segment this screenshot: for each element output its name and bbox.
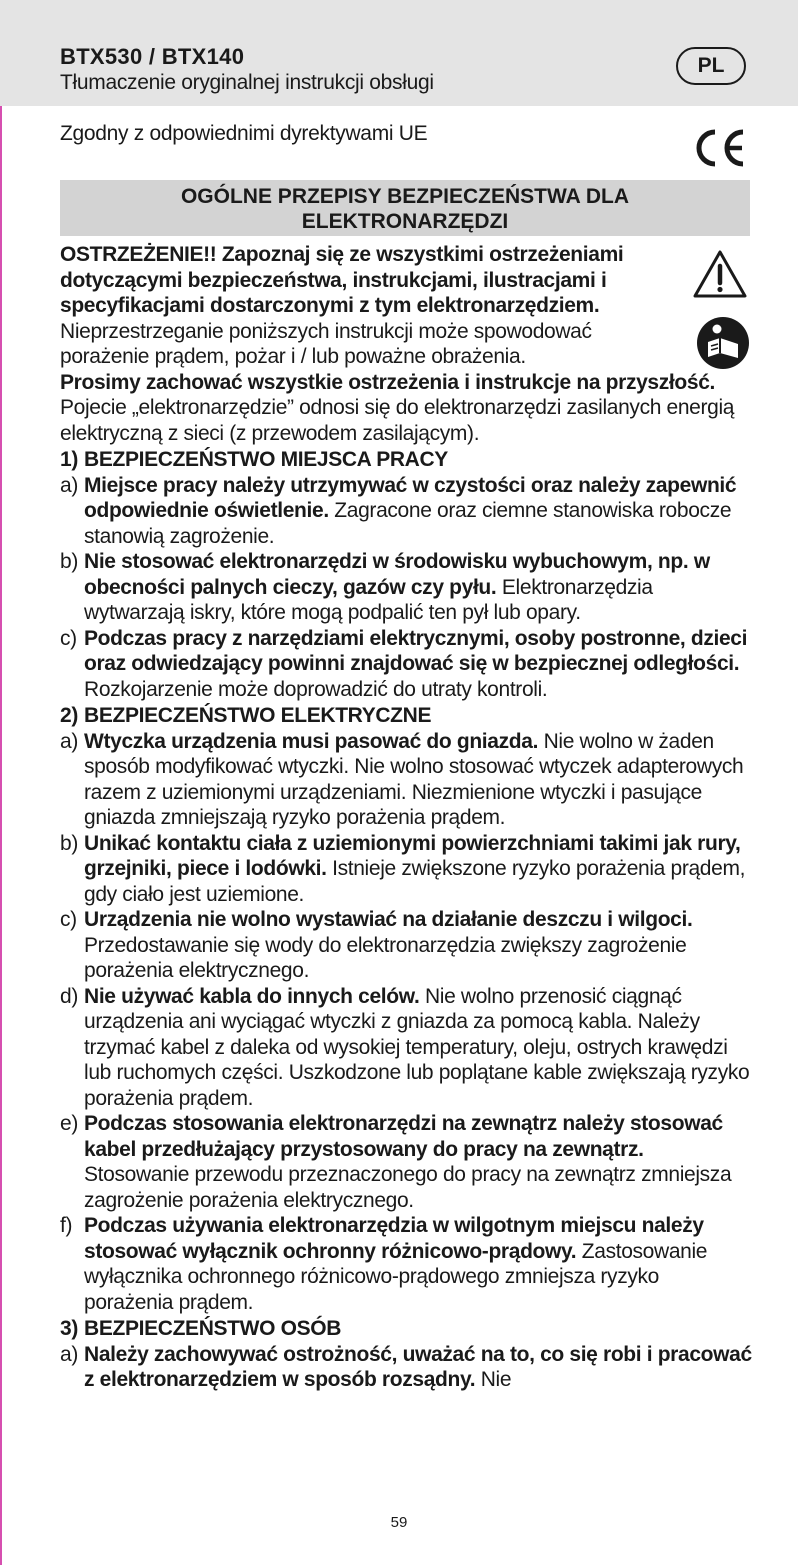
section-title-bar — [60, 180, 750, 236]
warning-text: Nieprzestrzeganie poniższych instrukcji może spowodować porażenie prądem, pożar i / lub poważne obrażenia. — [60, 319, 592, 368]
document-body — [60, 242, 752, 1393]
section-heading: 1) BEZPIECZEŃSTWO MIEJSCA PRACY — [60, 448, 448, 471]
header-band — [0, 0, 798, 106]
definition-text: Pojecie „elektronarzędzie” odnosi się do elektronarzędzi zasilanych energią elektryczną z sieci (z przewodem zasilającym). — [60, 396, 735, 445]
section-title-line1: OGÓLNE PRZEPISY BEZPIECZEŃSTWA DLA — [180, 185, 630, 208]
ce-mark-icon — [690, 128, 746, 168]
section-heading: 3) BEZPIECZEŃSTWO OSÓB — [60, 1317, 342, 1340]
intro-warning — [60, 242, 680, 370]
list-item: e) Podczas stosowania elektronarzędzi na zewnątrz należy stosować kabel przedłużający przystosowany do pracy na zewnątrz. Stosowanie przewodu przeznaczonego do pracy na zewnątrz zmniejsza zagrożenie porażenia elektrycznego. — [60, 1112, 732, 1212]
section-heading: 2) BEZPIECZEŃSTWO ELEKTRYCZNE — [60, 704, 432, 727]
list-item: c) Podczas pracy z narzędziami elektrycznymi, osoby postronne, dzieci oraz odwiedzający powinni znajdować się w bezpiecznej odległości. Rozkojarzenie może doprowadzić do utraty kontroli. — [60, 626, 748, 701]
page-edge-marker — [0, 0, 2, 1565]
manual-subtitle: Tłumaczenie oryginalnej instrukcji obsługi — [60, 71, 434, 94]
conformity-statement: Zgodny z odpowiednimi dyrektywami UE — [60, 122, 428, 145]
list-item: a) Wtyczka urządzenia musi pasować do gniazda. Nie wolno w żaden sposób modyfikować wtyczki. Nie wolno stosować wtyczek adapterowych razem z uziemionymi urządzeniami. Niezmienione wtyczki i pasujące gniazda zmniejszają ryzyko porażenia prądem. — [60, 729, 744, 829]
list-item: b) Nie stosować elektronarzędzi w środowisku wybuchowym, np. w obecności palnych cieczy, gazów czy pyłu. Elektronarzędzia wytwarzają iskry, które mogą podpalić ten pył lub opary. — [60, 550, 710, 624]
keep-instructions: Prosimy zachować wszystkie ostrzeżenia i instrukcje na przyszłość. — [60, 370, 716, 394]
warning-bold: OSTRZEŻENIE!! Zapoznaj się ze wszystkimi ostrzeżeniami dotyczącymi bezpieczeństwa, instrukcjami, ilustracjami i specyfikacjami dostarczonymi z tym elektronarzędziem. — [60, 243, 624, 317]
list-item: b) Unikać kontaktu ciała z uziemionymi powierzchniami takimi jak rury, grzejniki, piece i lodówki. Istnieje zwiększone ryzyko porażenia prądem, gdy ciało jest uziemione. — [60, 831, 746, 906]
list-item: a) Należy zachowywać ostrożność, uważać na to, co się robi i pracować z elektronarzędziem w sposób rozsądny. Nie — [60, 1342, 752, 1391]
list-item: d) Nie używać kabla do innych celów. Nie wolno przenosić ciągnąć urządzenia ani wyciągać wtyczki z gniazda za pomocą kabla. Należy trzymać kabel z daleka od wysokiej temperatury, oleju, ostrych krawędzi lub ruchomych części. Uszkodzone lub poplątane kable zwiększają ryzyko porażenia prądem. — [60, 984, 750, 1110]
list-item: f) Podczas używania elektronarzędzia w wilgotnym miejscu należy stosować wyłącznik ochronny różnicowo-prądowy. Zastosowanie wyłącznika ochronnego różnicowo-prądowego zmniejsza ryzyko porażenia prądem. — [60, 1214, 708, 1314]
model-title: BTX530 / BTX140 — [60, 44, 245, 69]
list-item: c) Urządzenia nie wolno wystawiać na działanie deszczu i wilgoci. Przedostawanie się wody do elektronarzędzia zwiększy zagrożenie porażenia elektrycznego. — [60, 908, 693, 982]
language-badge: PL — [676, 47, 746, 85]
list-item: a) Miejsce pracy należy utrzymywać w czystości oraz należy zapewnić odpowiednie oświetlenie. Zagracone oraz ciemne stanowiska robocze stanowią zagrożenie. — [60, 473, 737, 548]
section-title-line2: ELEKTRONARZĘDZI — [301, 210, 509, 233]
page-number: 59 — [390, 1514, 408, 1531]
